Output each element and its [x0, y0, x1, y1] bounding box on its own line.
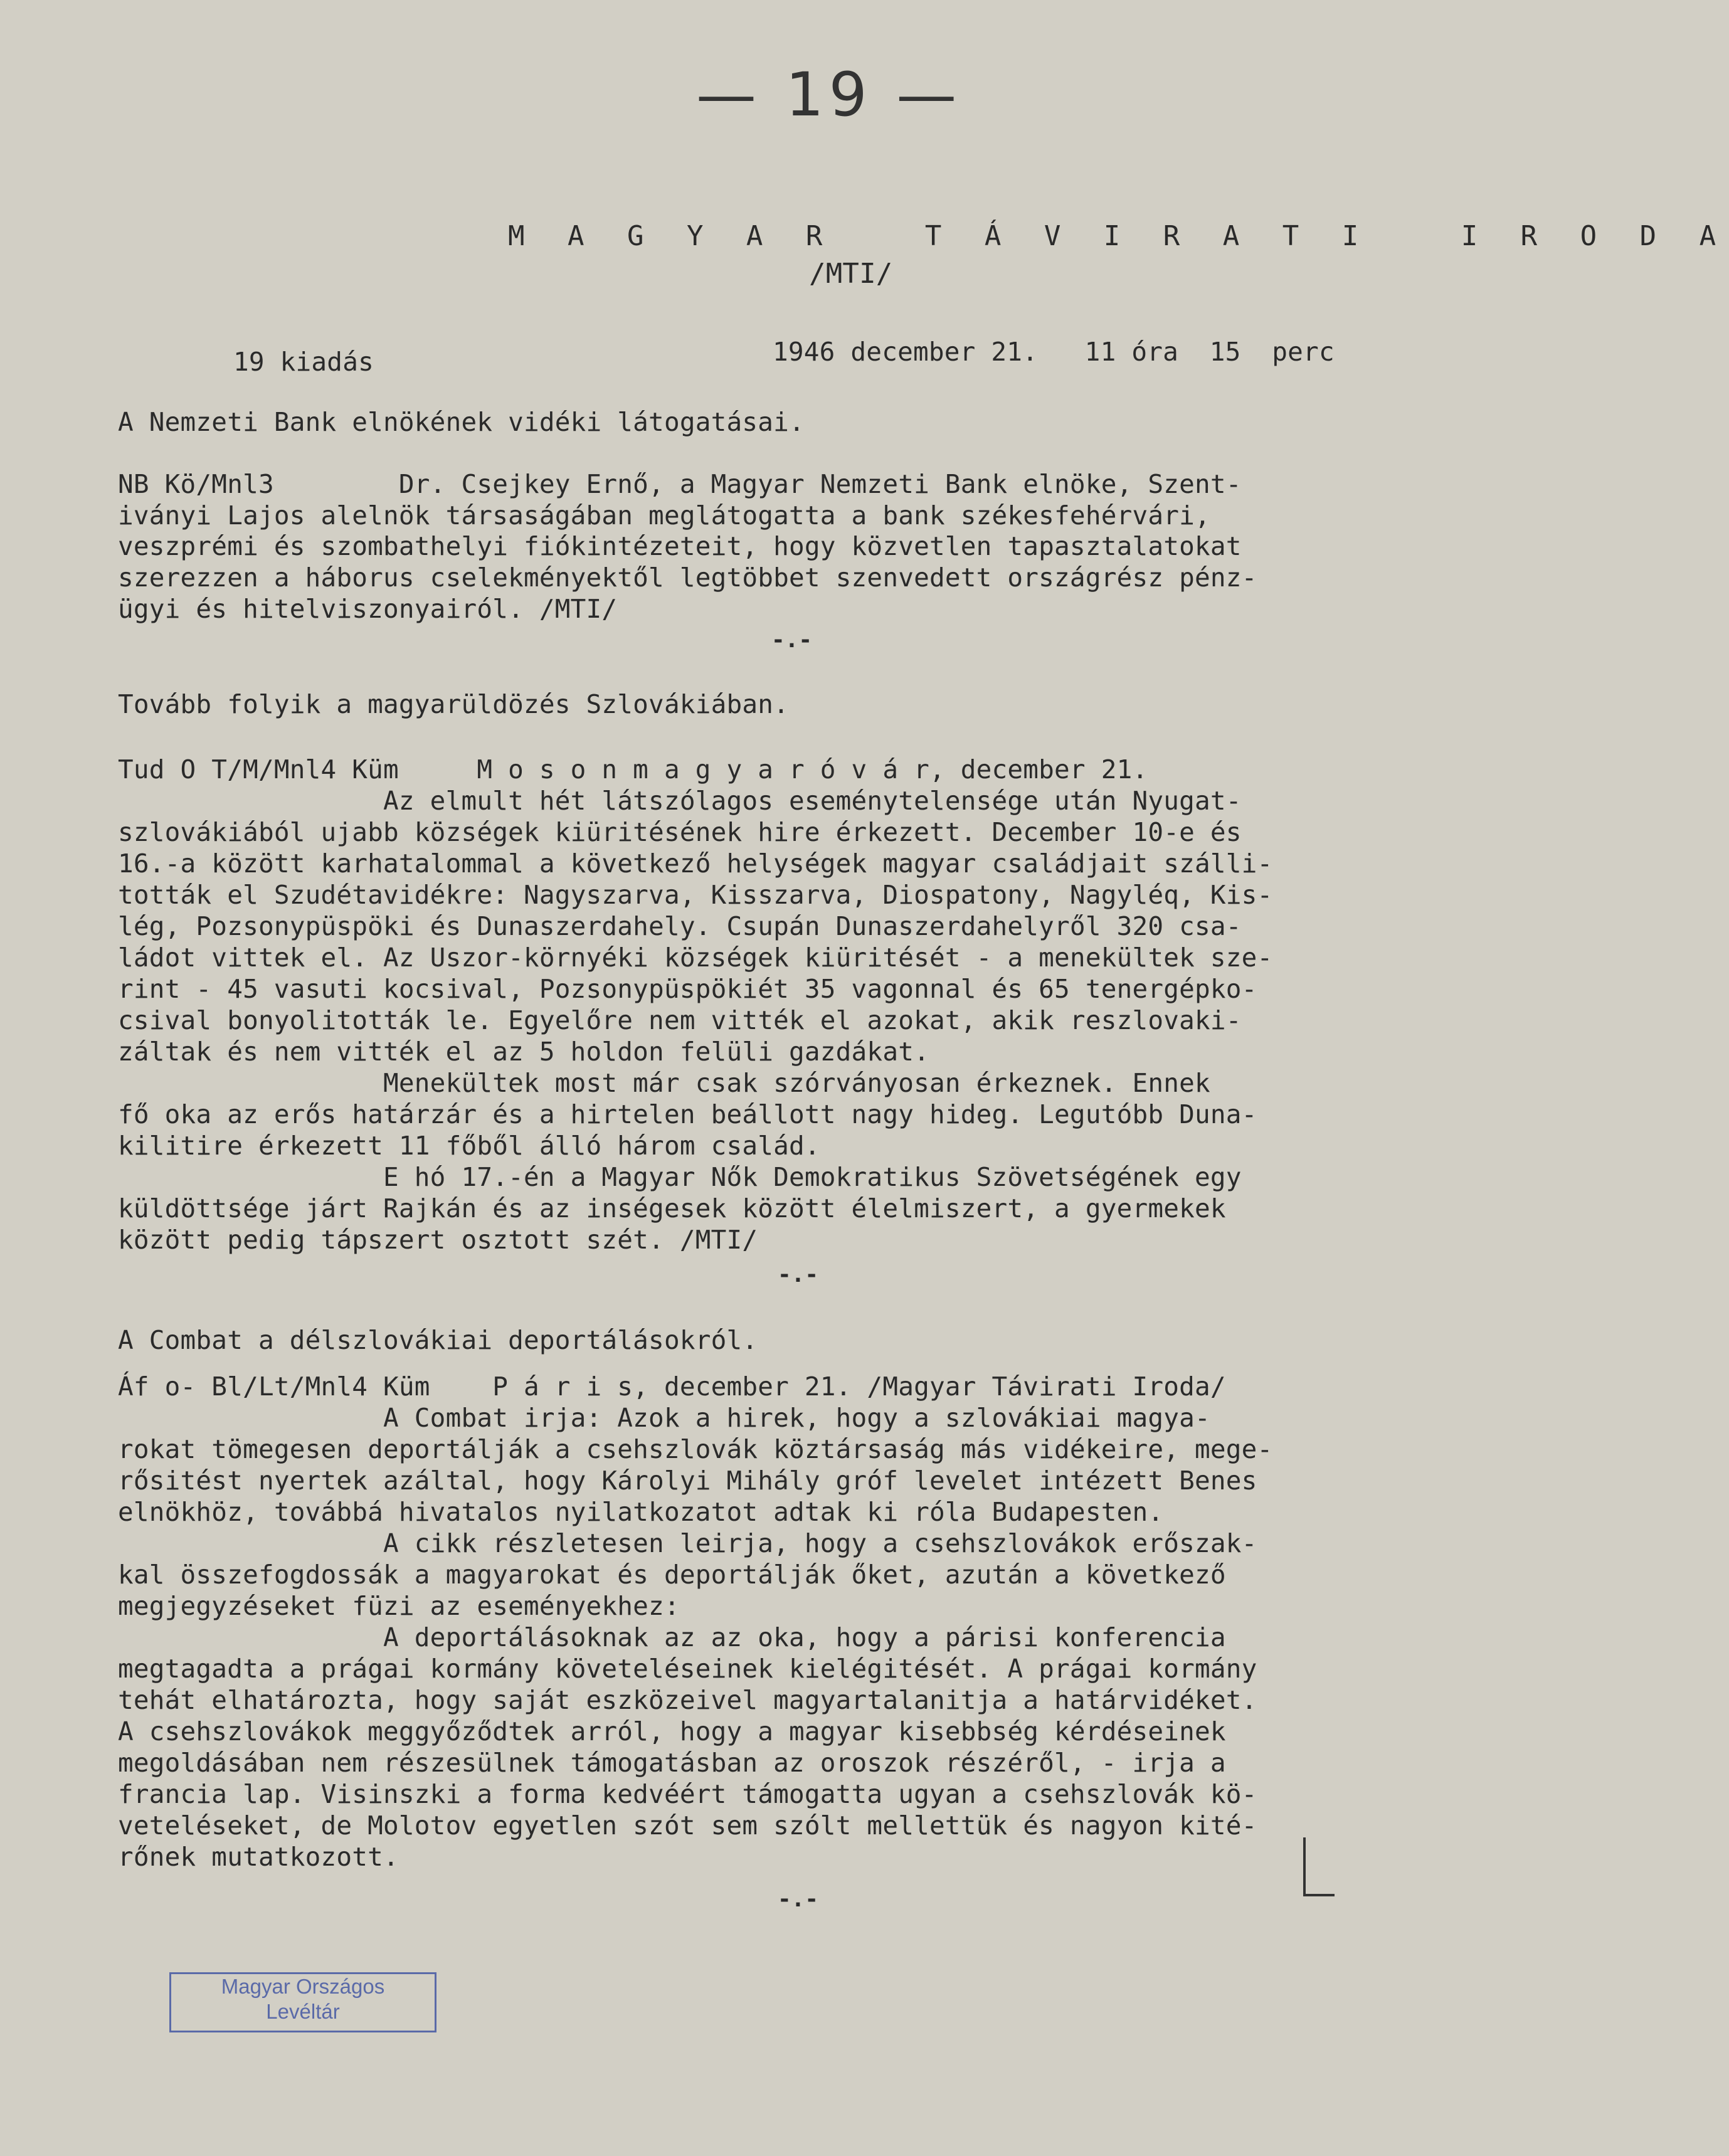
article-2-line: Az elmult hét látszólagos eseménytelensége után Nyugat- [118, 786, 1242, 816]
separator: -.- [771, 627, 813, 653]
article-1-line: veszprémi és szombathelyi fiókintézeteit, hogy közvetlen tapasztalatokat [118, 531, 1242, 561]
article-2-headline: Tovább folyik a magyarüldözés Szlovákiában. [118, 689, 790, 719]
article-3-line: megtagadta a prágai kormány követeléseinek kielégitését. A prágai kormány [118, 1654, 1257, 1684]
article-2-line: rint - 45 vasuti kocsival, Pozsonypüspökiét 35 vagonnal és 65 tenergépko- [118, 974, 1257, 1004]
article-3-line: kal összefogdossák a magyarokat és deportálják őket, azután a következő [118, 1560, 1226, 1590]
article-3-line: megoldásában nem részesülnek támogatásban az oroszok részéről, - irja a [118, 1748, 1226, 1778]
article-2-line: lég, Pozsonypüspöki és Dunaszerdahely. Csupán Dunaszerdahelyről 320 csa- [118, 911, 1242, 941]
article-1-line: ügyi és hitelviszonyairól. /MTI/ [118, 594, 618, 624]
article-2-line: Tud O T/M/Mnl4 Küm M o s o n m a g y a r ó v á r, december 21. [118, 754, 1148, 785]
article-3-line: A deportálásoknak az az oka, hogy a párisi konferencia [118, 1622, 1226, 1652]
agency-title: M A G Y A R T Á V I R A T I I R O D A [508, 220, 1729, 252]
article-2-line: 16.-a között karhatalommal a következő helységek magyar családjait szálli- [118, 848, 1273, 879]
article-1-line: szerezzen a háborus cselekményektől legtöbbet szenvedett országrész pénz- [118, 563, 1257, 593]
article-3-line: veteléseket, de Molotov egyetlen szót sem szólt mellettük és nagyon kité- [118, 1810, 1257, 1841]
article-1-headline: A Nemzeti Bank elnökének vidéki látogatásai. [118, 407, 805, 437]
article-3-line: elnökhöz, továbbá hivatalos nyilatkozatot adtak ki róla Budapesten. [118, 1497, 1164, 1527]
stamp-line-1: Magyar Országos [221, 1975, 385, 1998]
article-3-line: francia lap. Visinszki a forma kedvéért támogatta ugyan a csehszlovák kö- [118, 1779, 1257, 1809]
stamp-line-2: Levéltár [266, 2000, 340, 2023]
article-2-line: tották el Szudétavidékre: Nagyszarva, Kisszarva, Diospatony, Nagyléq, Kis- [118, 880, 1273, 910]
article-2-line: ládot vittek el. Az Uszor-környéki községek kiüritését - a menekültek sze- [118, 943, 1273, 973]
article-3-line: rősitést nyertek azáltal, hogy Károlyi Mihály gróf levelet intézett Benes [118, 1466, 1257, 1496]
page-number: — 19 — [696, 60, 962, 130]
edition-number: 19 kiadás [233, 347, 374, 377]
article-3-line: megjegyzéseket füzi az eseményekhez: [118, 1591, 680, 1621]
article-2-line: között pedig tápszert osztott szét. /MTI/ [118, 1225, 758, 1255]
article-2-line: záltak és nem vitték el az 5 holdon felüli gazdákat. [118, 1037, 929, 1067]
article-3-line: rőnek mutatkozott. [118, 1842, 399, 1872]
article-2-line: Menekültek most már csak szórványosan érkeznek. Ennek [118, 1068, 1210, 1098]
article-1-line: NB Kö/Mnl3 Dr. Csejkey Ernő, a Magyar Nemzeti Bank elnöke, Szent- [118, 469, 1242, 499]
issue-datetime: 1946 december 21. 11 óra 15 perc [773, 337, 1335, 367]
article-2-line: küldöttsége járt Rajkán és az inségesek között élelmiszert, a gyermekek [118, 1193, 1226, 1223]
article-2-line: E hó 17.-én a Magyar Nők Demokratikus Szövetségének egy [118, 1162, 1242, 1192]
separator: -.- [778, 1886, 819, 1912]
article-1-line: iványi Lajos alelnök társaságában meglátogatta a bank székesfehérvári, [118, 500, 1210, 531]
article-3-line: A csehszlovákok meggyőződtek arról, hogy a magyar kisebbség kérdéseinek [118, 1716, 1226, 1746]
article-2-line: fő oka az erős határzár és a hirtelen beállott nagy hideg. Legutóbb Duna- [118, 1099, 1257, 1129]
article-3-line: A Combat irja: Azok a hirek, hogy a szlovákiai magya- [118, 1403, 1210, 1433]
archive-stamp [169, 1972, 436, 2032]
article-2-line: kilitire érkezett 11 főből álló három család. [118, 1131, 820, 1161]
separator: -.- [778, 1262, 819, 1287]
article-3-headline: A Combat a délszlovákiai deportálásokról. [118, 1325, 758, 1355]
article-2-line: szlovákiából ujabb községek kiüritésének hire érkezett. December 10-e és [118, 817, 1242, 847]
agency-abbreviation: /MTI/ [809, 258, 893, 290]
article-3-line: Áf o- Bl/Lt/Mnl4 Küm P á r i s, december 21. /Magyar Távirati Iroda/ [118, 1371, 1226, 1402]
article-3-line: rokat tömegesen deportálják a csehszlovák köztársaság más vidékeire, mege- [118, 1434, 1273, 1464]
article-3-line: A cikk részletesen leirja, hogy a csehszlovákok erőszak- [118, 1528, 1257, 1558]
article-2-line: csival bonyolitották le. Egyelőre nem vitték el azokat, akik reszlovaki- [118, 1005, 1242, 1035]
article-3-line: tehát elhatározta, hogy saját eszközeivel magyartalanitja a határvidéket. [118, 1685, 1257, 1715]
end-mark [1303, 1837, 1335, 1896]
